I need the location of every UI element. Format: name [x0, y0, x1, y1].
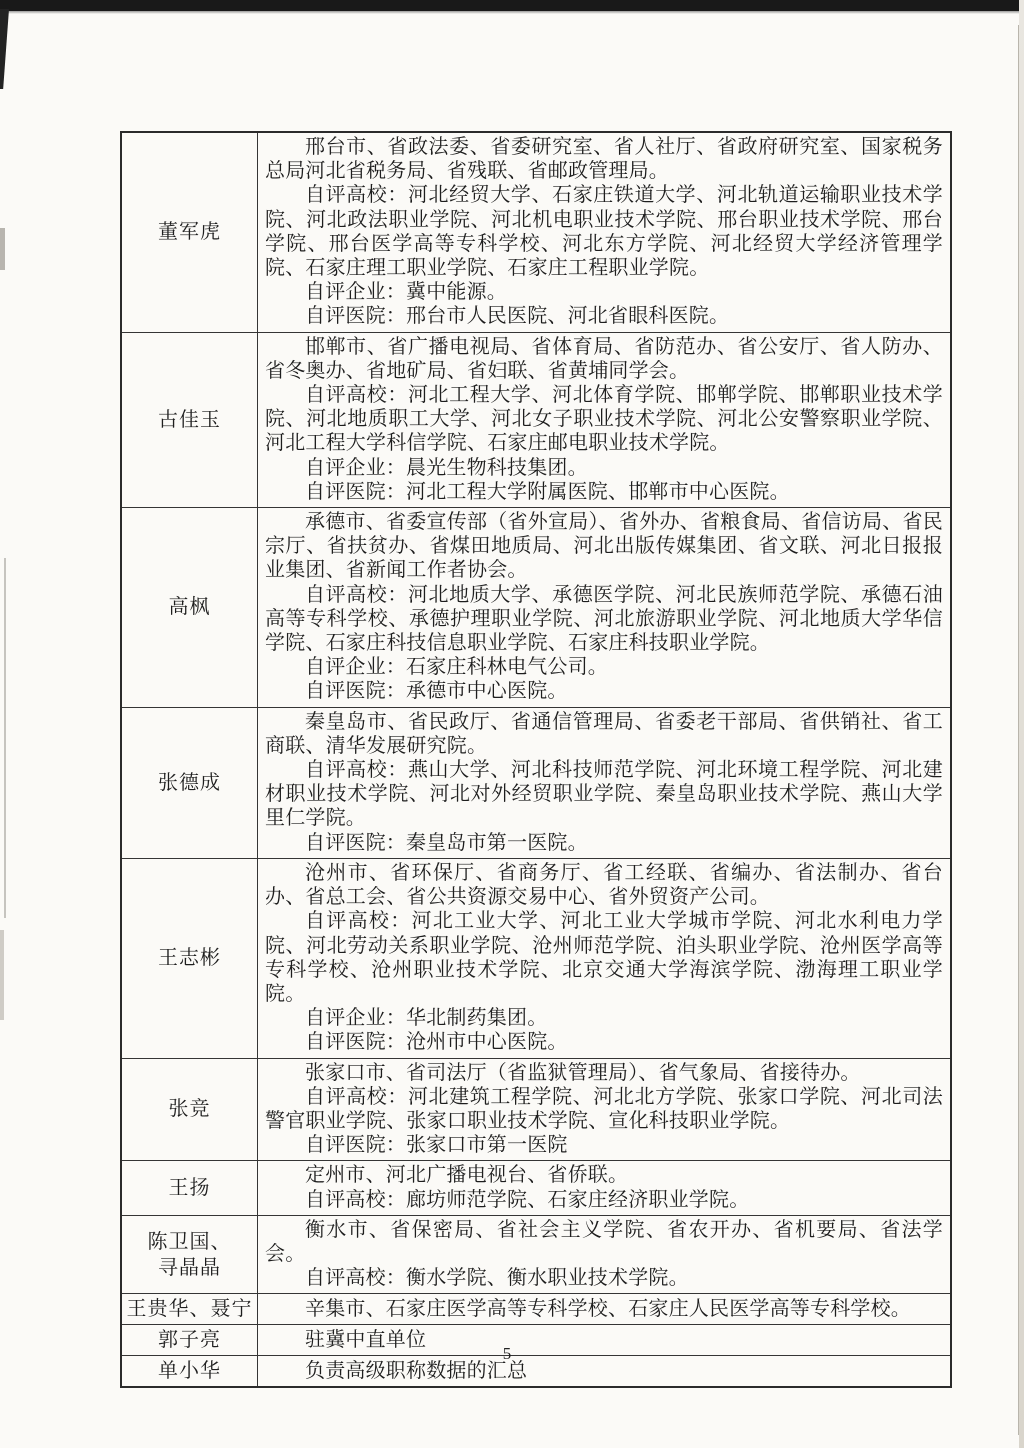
- responsibility-paragraph: 秦皇岛市、省民政厅、省通信管理局、省委老干部局、省供销社、省工商联、清华发展研究院。: [265, 710, 943, 757]
- responsibility-paragraph: 自评医院：河北工程大学附属医院、邯郸市中心医院。: [305, 480, 790, 503]
- table-row: [121, 1058, 951, 1161]
- responsibility-paragraph: 邯郸市、省广播电视局、省体育局、省防范办、省公安厅、省人防办、省冬奥办、省地矿局、省妇联、省黄埔同学会。: [265, 335, 943, 382]
- table-row: [121, 132, 951, 332]
- reviewer-name: 张竞: [168, 1098, 211, 1121]
- responsibility-paragraph: 自评企业：晨光生物科技集团。: [305, 456, 588, 479]
- scan-artifact-left-top: [0, 9, 9, 89]
- reviewer-name-cell: [121, 1215, 258, 1294]
- reviewer-name-cell: [121, 707, 258, 858]
- responsibility-paragraph: 张家口市、省司法厅（省监狱管理局）、省气象局、省接待办。: [305, 1061, 861, 1084]
- reviewer-name: 张德成: [158, 771, 221, 794]
- reviewer-name: 王扬: [168, 1177, 211, 1200]
- responsibility-paragraph: 自评高校：廊坊师范学院、石家庄经济职业学院。: [305, 1188, 750, 1211]
- responsibilities-cell: [258, 1161, 952, 1215]
- responsibility-paragraph: 自评高校：河北经贸大学、石家庄铁道大学、河北轨道运输职业技术学院、河北政法职业学院、河北机电职业技术学院、邢台职业技术学院、邢台学院、邢台医学高等专科学校、河北东方学院、河北经贸大学经济管理学院、石家庄理工职业学院、石家庄工程职业学院。: [265, 184, 943, 280]
- scan-edge-right-line: [1018, 25, 1019, 1435]
- responsibility-paragraph: 自评高校：河北工程大学、河北体育学院、邯郸学院、邯郸职业技术学院、河北地质职工大学、河北女子职业技术学院、河北公安警察职业学院、河北工程大学科信学院、石家庄邮电职业技术学院。: [265, 384, 943, 455]
- table-row: [121, 858, 951, 1058]
- scan-crease-left: [4, 558, 6, 918]
- table-row: [121, 1215, 951, 1294]
- scan-edge-top-shadow: [0, 11, 1024, 14]
- assignments-table-body: [121, 132, 951, 1387]
- responsibilities-cell: [258, 1294, 952, 1325]
- reviewer-name: 董军虎: [158, 221, 221, 244]
- responsibility-paragraph: 自评医院：秦皇岛市第一医院。: [305, 831, 588, 854]
- responsibility-paragraph: 自评高校：燕山大学、河北科技师范学院、河北环境工程学院、河北建材职业技术学院、河北对外经贸职业学院、秦皇岛职业技术学院、燕山大学里仁学院。: [265, 759, 943, 830]
- reviewer-name: 陈卫国、: [147, 1230, 232, 1253]
- responsibility-paragraph: 邢台市、省政法委、省委研究室、省人社厅、省政府研究室、国家税务总局河北省税务局、省残联、省邮政管理局。: [265, 136, 943, 183]
- responsibility-paragraph: 自评高校：河北工业大学、河北工业大学城市学院、河北水利电力学院、河北劳动关系职业学院、沧州师范学院、泊头职业学院、沧州医学高等专科学校、沧州职业技术学院、北京交通大学海滨学院、渤海理工职业学院。: [265, 910, 943, 1005]
- responsibilities-cell: [258, 858, 952, 1058]
- responsibility-paragraph: 自评企业：石家庄科林电气公司。: [305, 656, 608, 679]
- responsibilities-cell: [258, 1215, 952, 1294]
- responsibility-paragraph: 自评高校：河北建筑工程学院、河北北方学院、张家口学院、河北司法警官职业学院、张家口职业技术学院、宣化科技职业学院。: [265, 1085, 943, 1132]
- responsibilities-cell: [258, 132, 952, 332]
- scan-edge-right: [1019, 0, 1024, 1448]
- reviewer-name-cell: [121, 858, 258, 1058]
- reviewer-name: 王贵华、聂宁: [126, 1298, 253, 1321]
- reviewer-name-cell: [121, 132, 258, 332]
- responsibility-paragraph: 辛集市、石家庄医学高等专科学校、石家庄人民医学高等专科学校。: [305, 1297, 911, 1320]
- table-row: [121, 707, 951, 858]
- responsibility-paragraph: 衡水市、省保密局、省社会主义学院、省农开办、省机要局、省法学会。: [265, 1218, 943, 1265]
- reviewer-name: 寻晶晶: [158, 1256, 221, 1279]
- responsibility-paragraph: 自评医院：邢台市人民医院、河北省眼科医院。: [305, 305, 730, 328]
- reviewer-name: 郭子亮: [158, 1329, 221, 1352]
- page-number: 5: [502, 1344, 512, 1363]
- responsibility-paragraph: 自评企业：冀中能源。: [305, 281, 507, 304]
- scan-edge-top: [0, 0, 1024, 11]
- reviewer-name-cell: [121, 332, 258, 507]
- reviewer-name-cell: [121, 1058, 258, 1161]
- scan-artifact-left-lower: [0, 930, 4, 1020]
- responsibility-paragraph: 自评医院：张家口市第一医院: [305, 1134, 568, 1157]
- reviewer-name: 单小华: [158, 1360, 221, 1383]
- responsibility-paragraph: 自评高校：河北地质大学、承德医学院、河北民族师范学院、承德石油高等专科学校、承德护理职业学院、河北旅游职业学院、河北地质大学华信学院、石家庄科技信息职业学院、石家庄科技职业学院。: [265, 583, 943, 655]
- reviewer-name-cell: [121, 1161, 258, 1215]
- reviewer-name: 古佳玉: [158, 408, 221, 431]
- responsibility-paragraph: 承德市、省委宣传部（省外宣局）、省外办、省粮食局、省信访局、省民宗厅、省扶贫办、省煤田地质局、河北出版传媒集团、省文联、河北日报报业集团、省新闻工作者协会。: [265, 511, 943, 582]
- table-row: [121, 508, 951, 708]
- responsibility-paragraph: 驻冀中直单位: [305, 1328, 427, 1351]
- responsibilities-cell: [258, 332, 952, 507]
- responsibilities-cell: [258, 1058, 952, 1161]
- responsibilities-cell: [258, 508, 952, 708]
- responsibility-paragraph: 自评医院：沧州市中心医院。: [305, 1031, 568, 1054]
- reviewer-name: 王志彬: [158, 947, 221, 970]
- reviewer-name: 高枫: [168, 596, 211, 619]
- reviewer-name-cell: [121, 508, 258, 708]
- responsibility-paragraph: 自评高校：衡水学院、衡水职业技术学院。: [305, 1267, 689, 1290]
- responsibilities-cell: [258, 707, 952, 858]
- responsibility-paragraph: 自评企业：华北制药集团。: [305, 1007, 548, 1030]
- responsibility-paragraph: 负责高级职称数据的汇总: [305, 1359, 528, 1382]
- table-row: [121, 1161, 951, 1215]
- responsibility-paragraph: 定州市、河北广播电视台、省侨联。: [305, 1164, 629, 1187]
- responsibility-paragraph: 沧州市、省环保厅、省商务厅、省工经联、省编办、省法制办、省台办、省总工会、省公共资源交易中心、省外贸资产公司。: [265, 861, 943, 909]
- responsibility-paragraph: 自评医院：承德市中心医院。: [305, 680, 568, 703]
- reviewer-name-cell: [121, 1294, 258, 1325]
- scan-artifact-left-mark: [0, 228, 5, 270]
- review-assignments-table: [120, 131, 952, 1388]
- table-row: [121, 332, 951, 507]
- table-row: [121, 1294, 951, 1325]
